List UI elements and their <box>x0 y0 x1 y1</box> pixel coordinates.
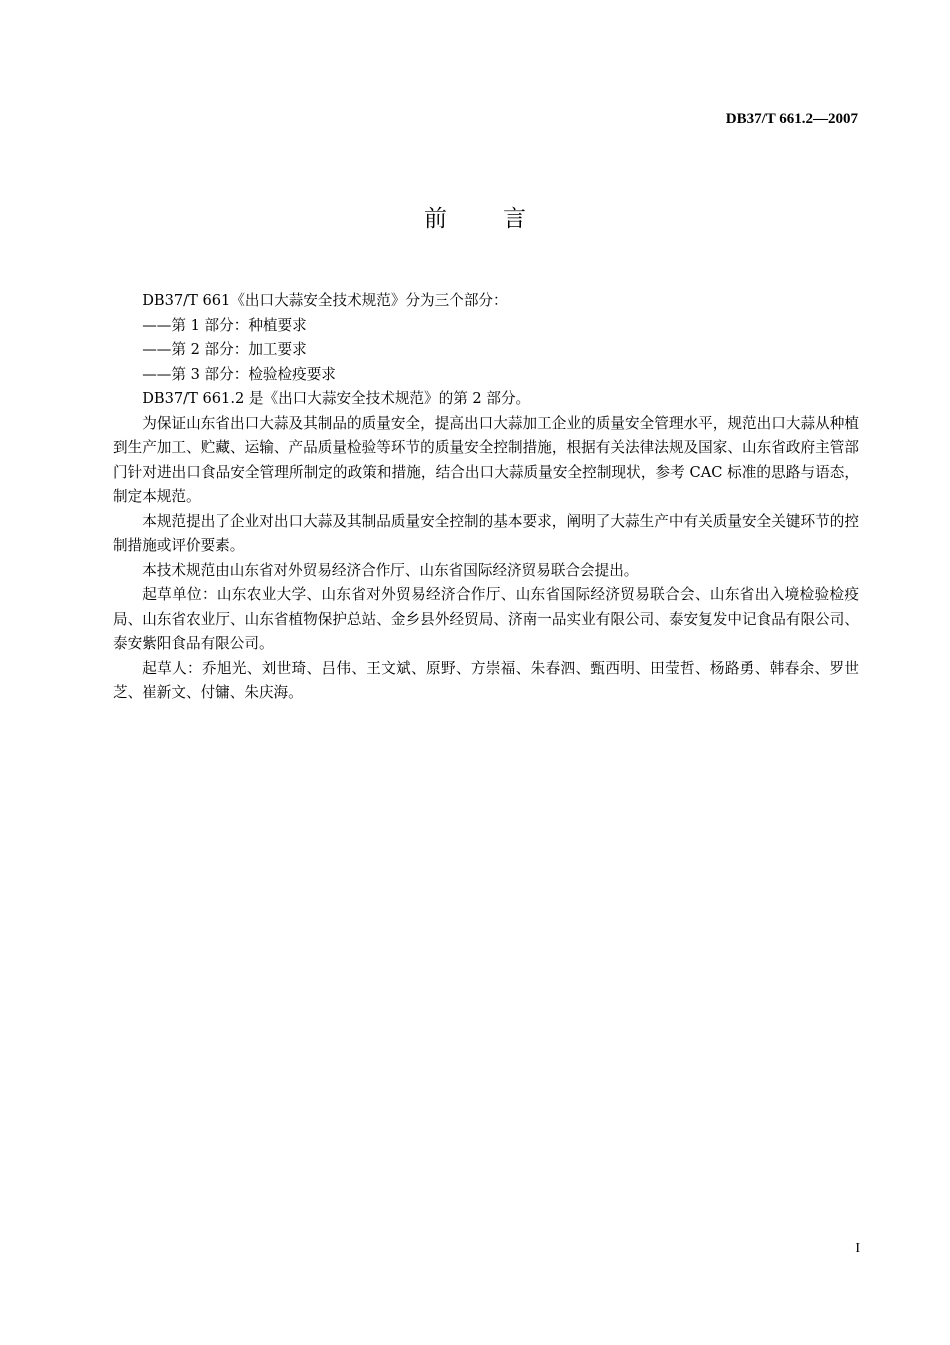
paragraph-proposer: 本技术规范由山东省对外贸易经济合作厅、山东省国际经济贸易联合会提出。 <box>142 561 639 579</box>
paragraph-scope: 本规范提出了企业对出口大蒜及其制品质量安全控制的基本要求，阐明了大蒜生产中有关质量安全关键环节的控制措施或评价要素。 <box>113 512 859 554</box>
foreword-body <box>113 289 859 706</box>
list-item-part-2: ——第 2 部分：加工要求 <box>142 341 307 358</box>
title-char-2: 言 <box>503 206 526 232</box>
paragraph-drafters: 起草人：乔旭光、刘世琦、吕伟、王文斌、原野、方崇福、朱春泗、甄西明、田莹哲、杨路勇、韩春余、罗世芝、崔新文、付镛、朱庆海。 <box>113 659 859 701</box>
list-item-part-3: ——第 3 部分：检验检疫要求 <box>142 365 336 383</box>
paragraph-this-part: DB37/T 661.2 是《出口大蒜安全技术规范》的第 2 部分。 <box>142 390 531 407</box>
paragraph-parts-intro: DB37/T 661《出口大蒜安全技术规范》分为三个部分： <box>142 292 508 309</box>
list-item-part-1: ——第 1 部分：种植要求 <box>142 316 307 334</box>
page-number: I <box>855 1241 860 1256</box>
title-char-1: 前 <box>424 206 447 232</box>
paragraph-purpose: 为保证山东省出口大蒜及其制品的质量安全，提高出口大蒜加工企业的质量安全管理水平，规范出口大蒜从种植到生产加工、贮藏、运输、产品质量检验等环节的质量安全控制措施，根据有关法律法规及国家、山东省政府主管部门针对进出口食品安全管理所制定的政策和措施，结合出口大蒜质量安全控制现状，参考 CAC 标准的思路与语态，制定本规范。 <box>113 414 859 505</box>
standard-code: DB37/T 661.2—2007 <box>725 111 858 127</box>
paragraph-drafting-units: 起草单位：山东农业大学、山东省对外贸易经济合作厅、山东省国际经济贸易联合会、山东省出入境检验检疫局、山东省农业厅、山东省植物保护总站、金乡县外经贸局、济南一品实业有限公司、泰安复发中记食品有限公司、泰安紫阳食品有限公司。 <box>113 586 859 652</box>
page-title <box>0 202 950 236</box>
